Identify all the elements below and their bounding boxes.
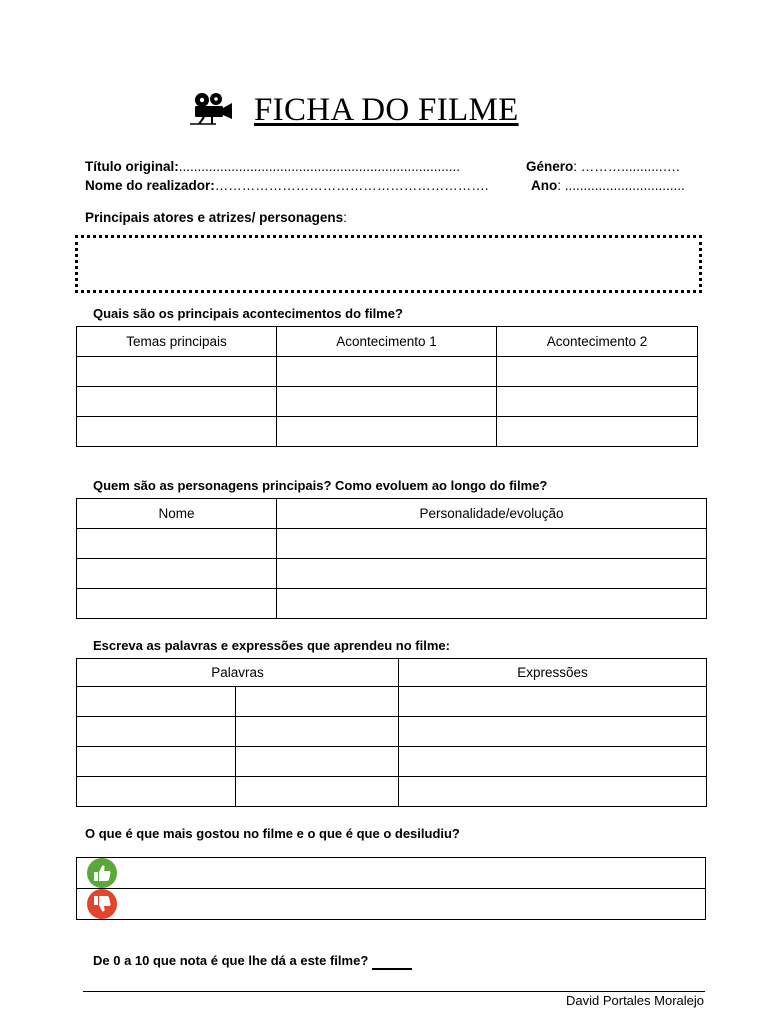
- characters-header-name: Nome: [77, 499, 277, 529]
- table-row: [77, 559, 707, 589]
- table-row: [77, 777, 707, 807]
- table-cell[interactable]: [277, 387, 497, 417]
- table-cell[interactable]: [277, 589, 707, 619]
- genre-dots: : ………...........….: [573, 159, 680, 174]
- table-row: [77, 357, 698, 387]
- table-row: [77, 589, 707, 619]
- table-cell[interactable]: [236, 777, 399, 807]
- table-cell[interactable]: [77, 747, 236, 777]
- page-title: FICHA DO FILME: [254, 91, 519, 128]
- table-cell[interactable]: [497, 387, 698, 417]
- director-field[interactable]: [85, 178, 489, 193]
- table-cell[interactable]: [277, 529, 707, 559]
- table-row: [77, 747, 707, 777]
- original-title-dots: ...........................................................................: [178, 159, 461, 174]
- original-title-field[interactable]: [85, 159, 460, 174]
- table-row: [77, 687, 707, 717]
- movie-camera-icon: [190, 91, 234, 130]
- table-cell[interactable]: [277, 559, 707, 589]
- actors-colon: :: [343, 210, 347, 225]
- grade-input-line[interactable]: [372, 953, 412, 970]
- actors-label: Principais atores e atrizes/ personagens: [85, 210, 344, 225]
- table-cell[interactable]: [77, 357, 277, 387]
- table-cell[interactable]: [236, 747, 399, 777]
- year-dots: : ................................: [557, 178, 685, 193]
- characters-question: Quem são as personagens principais? Como evoluem ao longo do filme?: [93, 478, 548, 493]
- events-header-themes: Temas principais: [77, 327, 277, 357]
- vocabulary-header-expressions: Expressões: [399, 659, 707, 687]
- author-name: David Portales Moralejo: [565, 993, 704, 1008]
- table-cell[interactable]: [497, 417, 698, 447]
- year-label: Ano: [531, 178, 558, 193]
- dislike-cell[interactable]: [77, 889, 706, 920]
- likes-question: O que é que mais gostou no filme e o que é que o desiludiu?: [85, 826, 460, 841]
- year-field[interactable]: [531, 178, 685, 193]
- thumbs-down-icon: [87, 889, 117, 919]
- vocabulary-question: Escreva as palavras e expressões que aprendeu no filme:: [93, 638, 450, 653]
- table-row: [77, 529, 707, 559]
- table-row: [77, 417, 698, 447]
- like-row: [77, 858, 706, 889]
- director-label: Nome do realizador:: [85, 178, 215, 193]
- grade-question: De 0 a 10 que nota é que lhe dá a este filme?: [93, 953, 369, 968]
- table-cell[interactable]: [497, 357, 698, 387]
- table-row: [77, 717, 707, 747]
- table-cell[interactable]: [77, 387, 277, 417]
- characters-header-personality: Personalidade/evolução: [277, 499, 707, 529]
- original-title-label: Título original:: [85, 159, 179, 174]
- likes-table: [76, 857, 706, 920]
- table-cell[interactable]: [236, 687, 399, 717]
- table-row: [77, 387, 698, 417]
- table-cell[interactable]: [77, 777, 236, 807]
- like-cell[interactable]: [77, 858, 706, 889]
- events-header-event2: Acontecimento 2: [497, 327, 698, 357]
- table-cell[interactable]: [236, 717, 399, 747]
- table-cell[interactable]: [277, 357, 497, 387]
- characters-table: [76, 498, 707, 619]
- table-cell[interactable]: [399, 717, 707, 747]
- actors-label-row: [85, 210, 347, 225]
- table-cell[interactable]: [399, 777, 707, 807]
- table-cell[interactable]: [77, 687, 236, 717]
- table-cell[interactable]: [277, 417, 497, 447]
- page-header: [190, 88, 519, 132]
- table-cell[interactable]: [77, 589, 277, 619]
- vocabulary-table: [76, 658, 707, 807]
- footer-divider: [83, 991, 705, 992]
- director-dots: …………………………………………………….: [214, 178, 489, 193]
- events-table: [76, 326, 698, 447]
- table-cell[interactable]: [399, 687, 707, 717]
- table-cell[interactable]: [399, 747, 707, 777]
- dislike-row: [77, 889, 706, 920]
- grade-question-row: [93, 953, 412, 970]
- vocabulary-header-words: Palavras: [77, 659, 399, 687]
- events-header-event1: Acontecimento 1: [277, 327, 497, 357]
- actors-input-box[interactable]: [75, 235, 702, 293]
- genre-field[interactable]: [526, 159, 680, 174]
- thumbs-up-icon: [87, 858, 117, 888]
- table-cell[interactable]: [77, 717, 236, 747]
- table-cell[interactable]: [77, 559, 277, 589]
- genre-label: Género: [526, 159, 574, 174]
- table-cell[interactable]: [77, 529, 277, 559]
- table-cell[interactable]: [77, 417, 277, 447]
- events-question: Quais são os principais acontecimentos do filme?: [93, 306, 403, 321]
